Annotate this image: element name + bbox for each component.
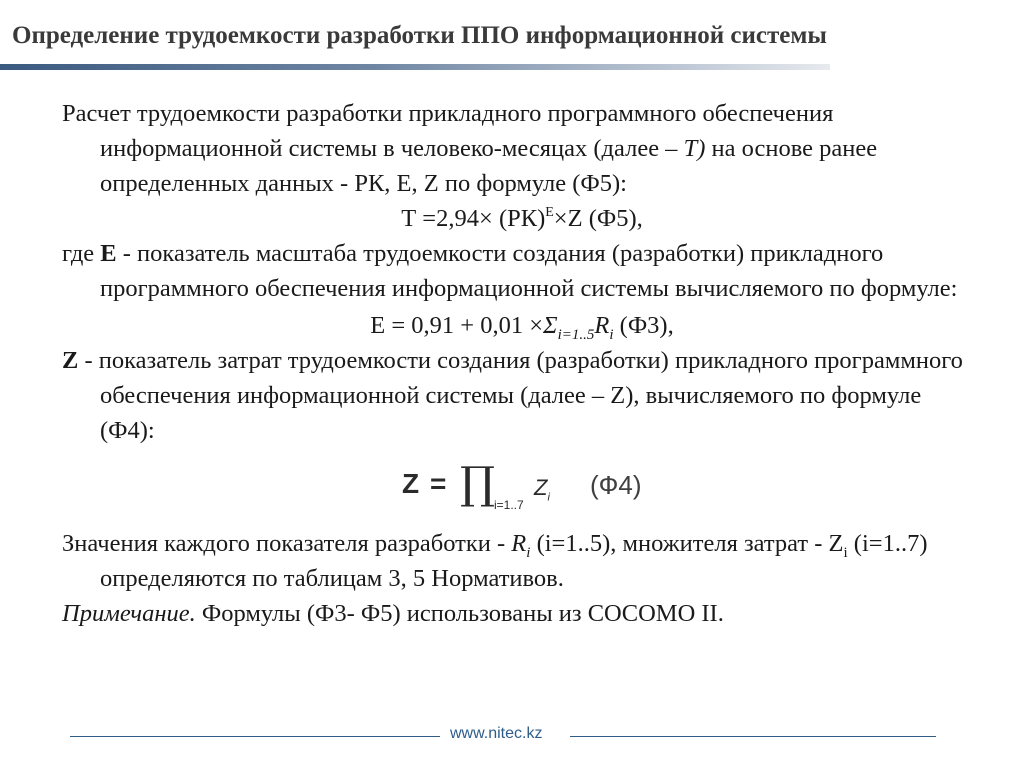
slide-content (62, 96, 982, 631)
formula-f4-row (62, 454, 982, 526)
paragraph-values (62, 526, 982, 596)
p4-z-sub: i (843, 545, 848, 561)
formula-zi-sub: i (547, 491, 550, 504)
product-symbol: ∏ (460, 458, 496, 509)
footer-line-right (570, 736, 936, 737)
footer-line-left (70, 736, 440, 737)
p2-text: - показатель масштаба трудоемкости создания (разработки) прикладного программного обеспечения информационной системы вычисляемого по формуле: (100, 240, 958, 302)
paragraph-note (62, 596, 982, 631)
title-underline (0, 64, 830, 70)
formula-e-left: E = 0,91 + 0,01 × (370, 312, 544, 339)
formula-zi (534, 470, 550, 515)
p4-text-b: (i=1..5), множителя затрат - Z (530, 530, 844, 557)
p1-text-b: на основе ранее определенных данных - РК, Е, Z по формуле (Ф5): (100, 135, 878, 197)
slide-title: Определение трудоемкости разработки ППО информационной системы (12, 22, 827, 49)
p4-text-a: Значения каждого показателя разработки - (62, 530, 512, 557)
formula-f4-label: (Ф4) (590, 470, 642, 500)
formula-e-sigma: Σ (543, 312, 558, 339)
formula-e-r: R (594, 312, 610, 339)
formula-t-exp: Е (545, 205, 554, 220)
formula-e-r-sub: i (609, 327, 614, 343)
p1-text-a: Расчет трудоемкости разработки прикладного программного обеспечения информационной системы в человеко-месяцах (далее – (62, 100, 834, 162)
paragraph-calculation (62, 96, 982, 201)
formula-e-sigma-sub: i=1..5 (557, 327, 595, 343)
formula-f3 (62, 308, 982, 343)
p4-r: R (511, 530, 527, 557)
note-text: Формулы (Ф3- Ф5) использованы из COCOMO II. (195, 600, 724, 627)
formula-f4-image (402, 458, 662, 512)
footer-url-link[interactable]: www.nitec.kz (450, 725, 543, 742)
formula-e-right: (Ф3), (613, 312, 674, 339)
paragraph-z-definition (62, 343, 982, 448)
p1-t-italic: Т) (683, 135, 706, 162)
formula-z-symbol: Z (402, 468, 420, 499)
formula-t-right: ×Z (Ф5), (553, 205, 643, 232)
formula-zi-z: Z (534, 475, 548, 500)
p2-bold-e: Е (100, 240, 117, 267)
formula-f5 (62, 201, 982, 236)
p3-bold-z: Z (62, 347, 79, 374)
p3-text: - показатель затрат трудоемкости создания (разработки) прикладного программного обеспечения информационной системы (далее – Z), вычисляемого по формуле (Ф4): (78, 347, 963, 444)
p4-r-sub: i (526, 545, 531, 561)
formula-t-left: Т =2,94× (РК) (401, 205, 546, 232)
formula-z-equals: = (430, 468, 447, 499)
paragraph-e-definition (62, 236, 982, 306)
note-label: Примечание. (62, 600, 196, 627)
p4-text-c: (i=1..7) определяются по таблицам 3, 5 Нормативов. (100, 530, 928, 592)
product-index: i=1..7 (494, 498, 524, 512)
p2-prefix: где (62, 240, 101, 267)
